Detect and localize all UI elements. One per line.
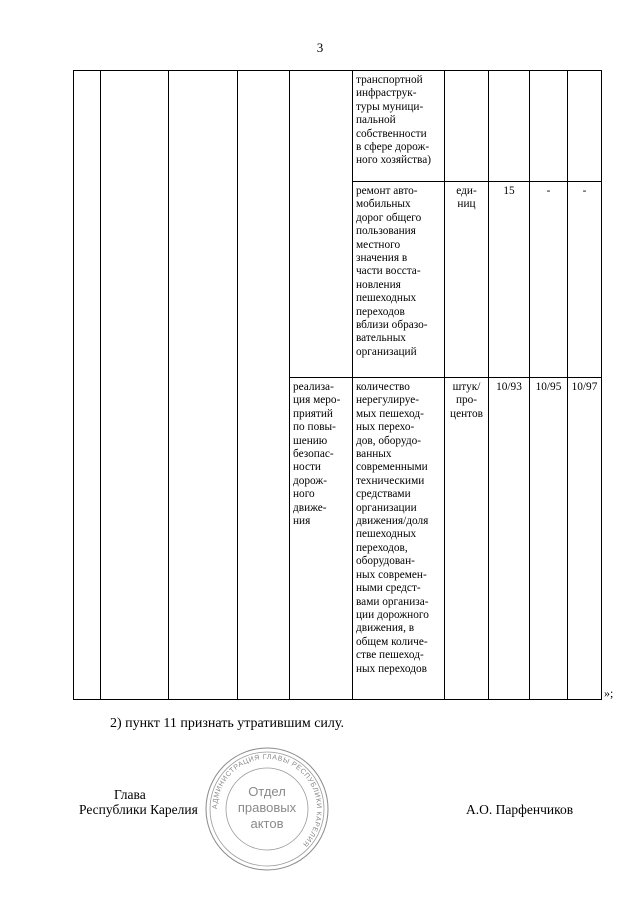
value-cell-year2: 10/95 [530,378,568,700]
value-cell-year1: 15 [489,182,530,378]
value-cell-year1 [489,71,530,182]
value-cell-year1: 10/93 [489,378,530,700]
stamp-line2: правовых [237,800,297,815]
page-number: 3 [316,40,324,55]
activity-cell: реализа- ция меро- приятий по повы- шению безопас- ности дорож- ного движе- ния [290,378,353,700]
official-stamp [204,746,330,872]
item-2-text: 2) пункт 11 признать утратившим силу. [110,716,345,731]
value-cell-year2 [530,71,568,182]
signature-title-line1: Глава [114,787,146,802]
table-cell-empty [169,71,238,700]
unit-cell: штук/ про- центов [445,378,489,700]
indicator-cell: количество нерегулируе- мых пешеход- ных перехо- дов, оборудо- ванных современными техническими средствами организации движения/доля пешеходных переходов, оборудован- ных современ- ными средст- вами организа- ции дорожного движения, в общем количе- стве пешеход- ных переходов [353,378,445,700]
stamp-line1: Отдел [248,784,286,799]
table-row [74,71,602,182]
signature-title-line2: Республики Карелия [79,802,198,817]
unit-cell [445,71,489,182]
indicator-cell: транспортной инфраструк- туры муници- пальной собственности в сфере дорож- ного хозяйства) [353,71,445,182]
stamp-ring-text: АДМИНИСТРАЦИЯ ГЛАВЫ РЕСПУБЛИКИ КАРЕЛИЯ [211,753,323,848]
activity-cell [290,71,353,378]
stamp-line3: актов [250,816,284,831]
closing-quote: »; [604,686,614,700]
table-cell-empty [101,71,169,700]
indicator-cell: ремонт авто- мобильных дорог общего пользования местного значения в части восста- новления пешеходных переходов вблизи образо- вательных организаций [353,182,445,378]
table-cell-empty [238,71,290,700]
table-cell-empty [74,71,101,700]
signature-name: А.О. Парфенчиков [466,802,574,817]
value-cell-year3: - [568,182,602,378]
indicators-table [73,70,602,700]
value-cell-year3 [568,71,602,182]
unit-cell: еди- ниц [445,182,489,378]
value-cell-year2: - [530,182,568,378]
value-cell-year3: 10/97 [568,378,602,700]
